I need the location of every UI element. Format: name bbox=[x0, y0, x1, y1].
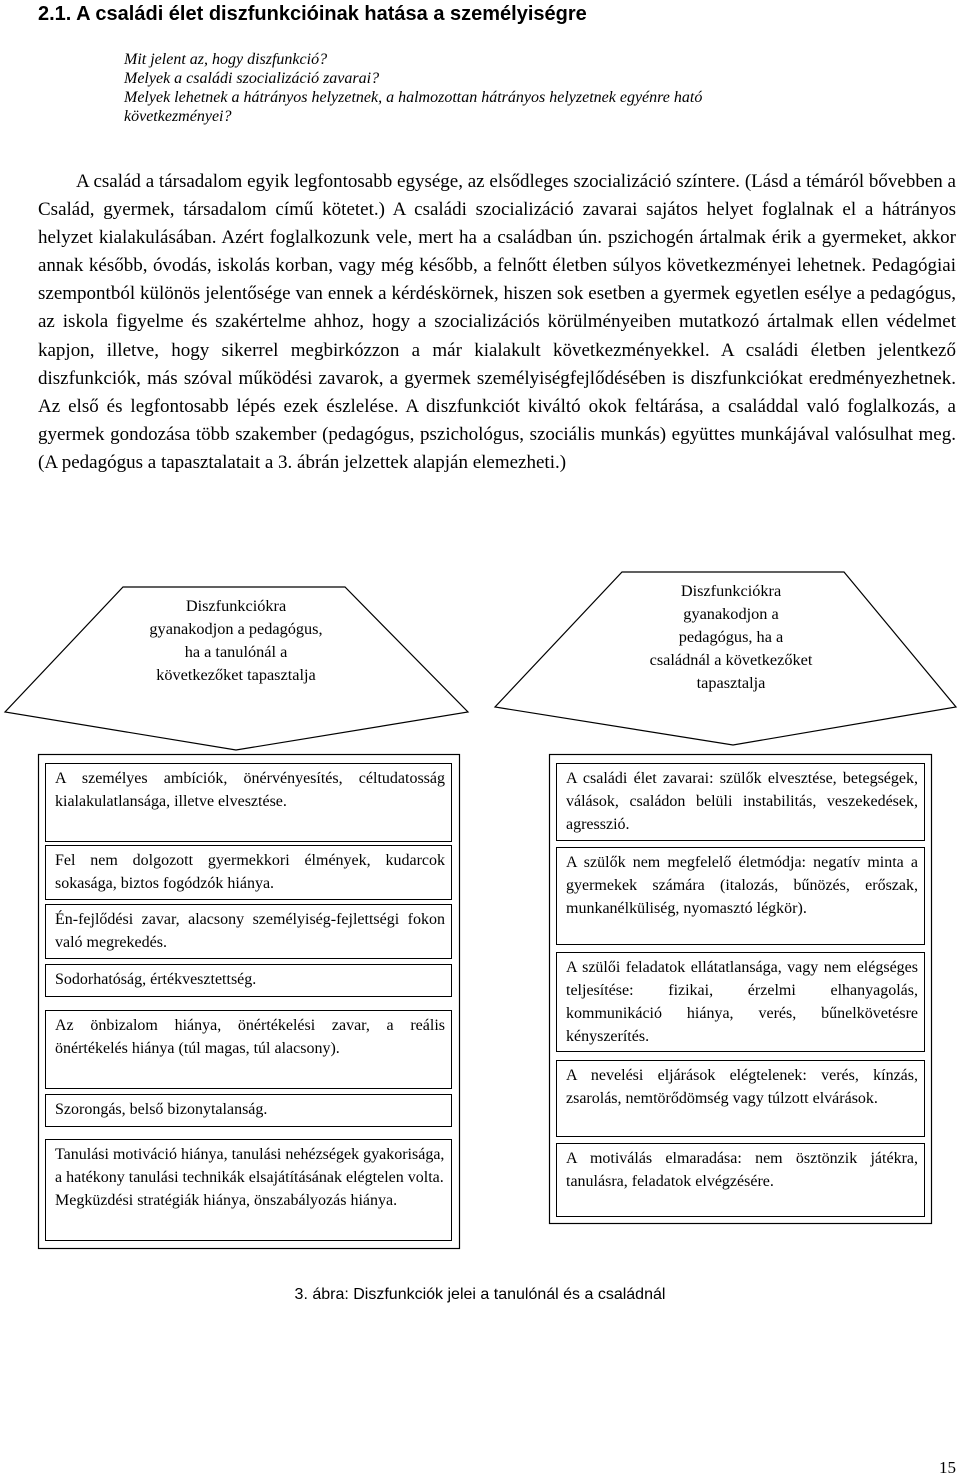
question-2: Melyek a családi szocializáció zavarai? bbox=[124, 70, 380, 87]
family-sign-box: A motiválás elmaradása: nem ösztönzik játékra, tanulásra, feladatok elvégzésére. bbox=[556, 1143, 925, 1217]
student-sign-box: Fel nem dolgozott gyermekkori élmények, kudarcok sokasága, biztos fogódzók hiánya. bbox=[45, 845, 452, 900]
main-paragraph: A család a társadalom egyik legfontosabb egysége, az elsődleges szocializáció színtere. (Lásd a témáról bővebben a Család, gyermek, társadalom című kötetet.) A családi szocializáció zavarai sajátos helyet foglalnak el a hátrányos helyzet kialakulásában. Azért foglalkozunk vele, mert ha a családban ún. pszichogén ártalmak érik a gyermeket, akkor annak később, óvodás, iskolás korban, vagy még később, a felnőtt életben súlyos következményei lehetnek. Pedagógiai szempontból különös jelentősége van ennek a kérdéskörnek, hiszen sok esetben a gyermek egyetlen esélye a pedagógus, az iskola figyelme és szakértelme ahhoz, hogy a szocializációs körülményeiben mutatkozó ártalmak ellen védelmet kapjon, illetve, hogy sikerrel megbirkózzon a már kialakult következményekkel. A családi életben jelentkező diszfunkciók, más szóval működési zavarok, a gyermek személyiségfejlődésében is diszfunkciókat eredményezhetnek. Az első és legfontosabb lépés ezek észlelése. A diszfunkciót kiváltó okok feltárása, a családdal való foglalkozás, a gyermek gondozása több szakember (pedagógus, pszichológus, szociális munkás) együttes munkájával valósulhat meg. (A pedagógus a tapasztalatait a 3. ábrán jelzettek alapján elemezheti.) bbox=[38, 171, 956, 473]
right-header-text: Diszfunkciókra gyanakodjon a pedagógus, ha a családnál a következőket tapasztalja bbox=[649, 581, 813, 692]
section-title: 2.1. A családi élet diszfunkcióinak hatása a személyiségre bbox=[38, 3, 587, 25]
figure-caption: 3. ábra: Diszfunkciók jelei a tanulónál és a családnál bbox=[294, 1286, 666, 1303]
question-3-continued: következményei? bbox=[124, 108, 232, 125]
family-sign-box: A szülői feladatok ellátatlansága, vagy nem elégséges teljesítése: fizikai, érzelmi elhanyagolás, kommunikáció hiánya, verés, bűnelkövetésre kényszerítés. bbox=[556, 952, 925, 1052]
question-3: Melyek lehetnek a hátrányos helyzetnek, a halmozottan hátrányos helyzetnek egyénre ható bbox=[124, 89, 703, 106]
question-1: Mit jelent az, hogy diszfunkció? bbox=[124, 51, 328, 68]
family-sign-box: A szülők nem megfelelő életmódja: negatív minta a gyermekek számára (italozás, bűnözés, erőszak, munkanélküliség, nyomasztó légkör). bbox=[556, 847, 925, 945]
family-sign-box: A nevelési eljárások elégtelenek: verés, kínzás, zsarolás, nemtörődömség vagy túlzott elvárások. bbox=[556, 1060, 925, 1137]
student-sign-box: Sodorhatóság, értékvesztettség. bbox=[45, 964, 452, 997]
student-sign-box: A személyes ambíciók, önérvényesítés, céltudatosság kialakulatlansága, illetve elvesztése. bbox=[45, 763, 452, 842]
student-sign-box: Szorongás, belső bizonytalanság. bbox=[45, 1094, 452, 1127]
student-sign-box: Én-fejlődési zavar, alacsony személyiség-fejlettségi fokon való megrekedés. bbox=[45, 904, 452, 959]
family-sign-box: A családi élet zavarai: szülők elvesztése, betegségek, válások, családon belüli instabilitás, veszekedések, agresszió. bbox=[556, 763, 925, 841]
page-number: 15 bbox=[939, 1458, 956, 1477]
student-sign-box: Az önbizalom hiánya, önértékelési zavar, a reális önértékelés hiánya (túl magas, túl alacsony). bbox=[45, 1010, 452, 1089]
left-header-text: Diszfunkciókra gyanakodjon a pedagógus, ha a tanulónál a következőket tapasztalja bbox=[149, 596, 323, 684]
student-sign-box: Tanulási motiváció hiánya, tanulási nehézségek gyakorisága, a hatékony tanulási technikák elsajátításának elégtelen volta. Megküzdési stratégiák hiánya, önszabályozás hiánya. bbox=[45, 1139, 452, 1241]
